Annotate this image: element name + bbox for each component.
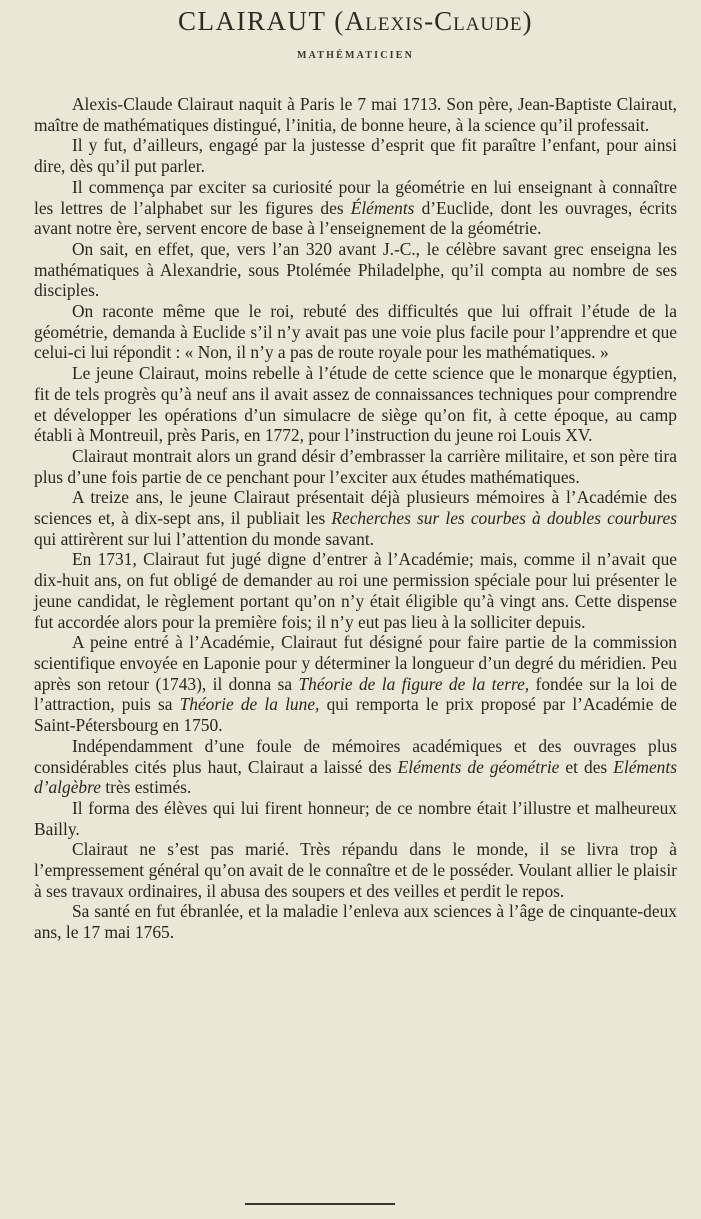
page-subtitle: MATHÉMATICIEN — [296, 50, 415, 61]
paragraph — [34, 487, 677, 549]
paragraph-text: qui attirèrent sur lui l’attention du monde savant. — [34, 528, 375, 549]
title-paren-open: ( — [334, 6, 345, 36]
book-title: Eléments de géométrie — [397, 756, 560, 777]
paragraph: En 1731, Clairaut fut jugé digne d’entrer à l’Académie; mais, comme il n’avait que dix-huit ans, on fut obligé de demander au roi une permission spéciale pour lui présenter le jeune candidat, le règlement portant qu’on n’y était éligible qu’à vingt ans. Cette dispense fut accordée alors pour la première fois; il n’y eut pas lieu à la solliciter depuis. — [34, 549, 677, 632]
book-title: Recherches sur les courbes à doubles courbures — [331, 508, 677, 529]
paragraph: Clairaut montrait alors un grand désir d’embrasser la carrière militaire, et son père tira plus d’une fois partie de ce penchant pour l’exciter aux études mathématiques. — [34, 445, 677, 487]
paragraph-text: A peine entré à l’Académie, Clairaut fut désigné pour faire partie de la commission scientifique envoyée en Laponie pour y déterminer la longueur d’un degré du méridien. Peu après son retour (1743), il donna sa — [34, 632, 677, 694]
book-title: Éléments — [350, 197, 415, 218]
paragraph: Il forma des élèves qui lui firent honneur; de ce nombre était l’illustre et malheureux Bailly. — [34, 797, 677, 839]
paragraph-text: qui remporta le prix proposé par l’Académie de Saint-Pétersbourg en 1750. — [34, 694, 678, 736]
paragraph-text: Indépendamment d’une foule de mémoires académiques et des ouvrages plus considérables cités plus haut, Clairaut a laissé des — [34, 735, 677, 777]
paragraph: On sait, en effet, que, vers l’an 320 avant J.-C., le célèbre savant grec enseigna les mathématiques à Alexandrie, sous Ptolémée Philadelphe, qu’il compta au nombre de ses disciples. — [34, 238, 677, 301]
paragraph — [34, 177, 677, 239]
paragraph: Clairaut ne s’est pas marié. Très répandu dans le monde, il se livra trop à l’empressement général qu’on avait de le connaître et de le posséder. Voulant allier le plaisir à ses travaux ordinaires, il abusa des soupers et des veilles et perdit le repos. — [34, 839, 677, 901]
title-paren-close: ) — [522, 6, 533, 36]
paragraph-text: d’Euclide, dont les ouvrages, écrits avant notre ère, servent encore de base à l’enseignement de la géométrie. — [34, 197, 677, 239]
article-body — [34, 94, 677, 943]
paragraph: Sa santé en fut ébranlée, et la maladie l’enleva aux sciences à l’âge de cinquante-deux ans, le 17 mai 1765. — [34, 901, 677, 943]
paragraph — [34, 632, 677, 736]
paragraph-text: et des — [559, 756, 614, 777]
title-name: CLAIRAUT — [178, 6, 327, 36]
closing-rule — [245, 1203, 395, 1205]
page-title — [34, 4, 677, 38]
paragraph-text: A treize ans, le jeune Clairaut présentait déjà plusieurs mémoires à l’Académie des sciences et, à dix-sept ans, il publiait les — [34, 487, 677, 529]
paragraph-text: très estimés. — [100, 777, 192, 798]
book-title: Théorie de la figure de la terre, — [298, 673, 530, 694]
paragraph-text: Il commença par exciter sa curiosité pour la géométrie en lui enseignant à connaître les lettres de l’alphabet sur les figures des — [34, 176, 677, 218]
book-title: Théorie de la lune, — [179, 694, 320, 715]
title-given-names — [334, 6, 533, 36]
title-given-names-text: Alexis-Claude — [344, 6, 523, 36]
paragraph: Le jeune Clairaut, moins rebelle à l’étude de cette science que le monarque égyptien, fit de tels progrès qu’à neuf ans il avait assez de connaissances techniques pour comprendre et développer les opérations d’un simulacre de siège qu’on fit, à cette époque, au camp établi à Montreuil, près Paris, en 1772, pour l’instruction du jeune roi Louis XV. — [34, 363, 677, 446]
paragraph-text: fondée sur la loi de l’attraction, puis sa — [34, 673, 677, 715]
paragraph: On raconte même que le roi, rebuté des difficultés que lui offrait l’étude de la géométrie, demanda à Euclide s’il n’y avait pas une voie plus facile pour l’apprendre et que celui-ci lui répondit : « Non, il n’y a pas de route royale pour les mathématiques. » — [34, 301, 677, 363]
paragraph: Alexis-Claude Clairaut naquit à Paris le 7 mai 1713. Son père, Jean-Baptiste Clairaut, maître de mathématiques distingué, l’initia, de bonne heure, à la science qu’il professait. — [34, 94, 677, 135]
paragraph — [34, 736, 677, 798]
paragraph: Il y fut, d’ailleurs, engagé par la justesse d’esprit que fit paraître l’enfant, pour ainsi dire, dès qu’il put parler. — [34, 135, 677, 177]
book-title: Eléments d’algèbre — [34, 756, 677, 798]
